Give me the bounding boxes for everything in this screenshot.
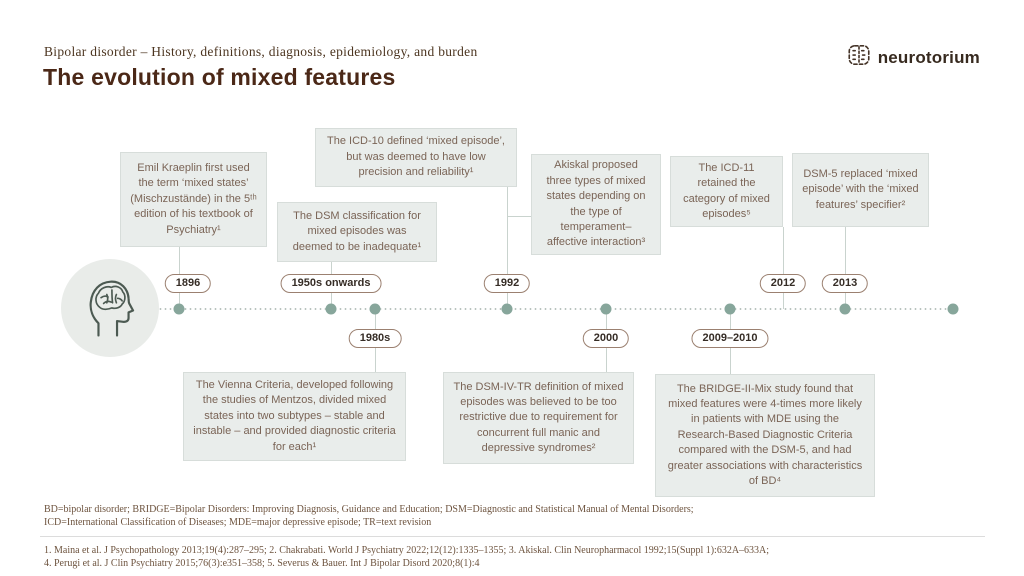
event-box-dsm5: DSM-5 replaced ‘mixed episode’ with the ‘mixed features’ specifier² bbox=[792, 153, 929, 227]
references-line-2: 4. Perugi et al. J Clin Psychiatry 2015;76(3):e351–358; 5. Severus & Bauer. Int J Bipolar Disord 2020;8(1):4 bbox=[44, 558, 480, 569]
abbreviations-line-2: ICD=International Classification of Diseases; MDE=major depressive episode; TR=text revision bbox=[44, 517, 432, 528]
head-figure bbox=[61, 259, 159, 357]
connector-line bbox=[845, 227, 846, 309]
abbreviations-line-1: BD=bipolar disorder; BRIDGE=Bipolar Disorders: Improving Diagnosis, Guidance and Education; DSM=Diagnostic and Statistical Manual of Mental Disorders; bbox=[44, 504, 694, 515]
event-box-dsm-iv-tr: The DSM-IV-TR definition of mixed episodes was believed to be too restrictive due to requirement for concurrent full manic and depressive syndromes² bbox=[443, 372, 634, 464]
references-line-1: 1. Maina et al. J Psychopathology 2013;19(4):287–295; 2. Chakrabati. World J Psychiatry 2022;12(12):1335–1355; 3. Akiskal. Clin Neuropharmacol 1992;15(Suppl 1):632A–633A; bbox=[44, 545, 770, 556]
year-badge-2012: 2012 bbox=[760, 274, 806, 293]
year-badge-1950s-onwards: 1950s onwards bbox=[281, 274, 382, 293]
timeline-dot bbox=[326, 304, 337, 315]
year-badge-1896: 1896 bbox=[165, 274, 211, 293]
timeline-dot bbox=[370, 304, 381, 315]
page-subtitle: Bipolar disorder – History, definitions, diagnosis, epidemiology, and burden bbox=[44, 44, 478, 59]
timeline-dot bbox=[725, 304, 736, 315]
brand-logo bbox=[846, 42, 980, 73]
year-badge-1992: 1992 bbox=[484, 274, 530, 293]
event-box-dsm-classification: The DSM classification for mixed episodes was deemed to be inadequate¹ bbox=[277, 202, 437, 262]
brain-grid-icon bbox=[846, 42, 872, 73]
timeline-line bbox=[158, 308, 955, 310]
timeline-dot bbox=[174, 304, 185, 315]
year-badge-1980s: 1980s bbox=[349, 329, 402, 348]
timeline-end-dot bbox=[948, 304, 959, 315]
event-box-icd11: The ICD-11 retained the category of mixed episodes⁵ bbox=[670, 156, 783, 227]
timeline-dot bbox=[840, 304, 851, 315]
timeline-dot bbox=[601, 304, 612, 315]
event-box-vienna: The Vienna Criteria, developed following the studies of Mentzos, divided mixed states into two subtypes – stable and instable – and provided diagnostic criteria for each¹ bbox=[183, 372, 406, 461]
footer-divider bbox=[40, 536, 985, 537]
event-box-kraeplin: Emil Kraeplin first used the term ‘mixed states’ (Mischzustände) in the 5ᵗʰ edition of his textbook of Psychiatry¹ bbox=[120, 152, 267, 247]
footer-abbreviations bbox=[44, 503, 974, 529]
brand-name: neurotorium bbox=[877, 47, 980, 67]
event-box-icd10: The ICD-10 defined ‘mixed episode’, but was deemed to have low precision and reliability¹ bbox=[315, 128, 517, 187]
page-title: The evolution of mixed features bbox=[43, 64, 396, 90]
event-box-akiskal: Akiskal proposed three types of mixed states depending on the type of temperament–affective interaction³ bbox=[531, 154, 661, 255]
timeline-dot bbox=[502, 304, 513, 315]
year-badge-2009-2010: 2009–2010 bbox=[691, 329, 768, 348]
year-badge-2013: 2013 bbox=[822, 274, 868, 293]
event-box-bridge: The BRIDGE-II-Mix study found that mixed features were 4-times more likely in patients with MDE using the Research-Based Diagnostic Criteria compared with the DSM-5, and had greater associations with characteristics of BD⁴ bbox=[655, 374, 875, 497]
connector-line bbox=[783, 227, 784, 309]
year-badge-2000: 2000 bbox=[583, 329, 629, 348]
connector-line bbox=[507, 216, 531, 217]
head-brain-icon bbox=[78, 270, 142, 347]
footer-references bbox=[44, 544, 974, 570]
